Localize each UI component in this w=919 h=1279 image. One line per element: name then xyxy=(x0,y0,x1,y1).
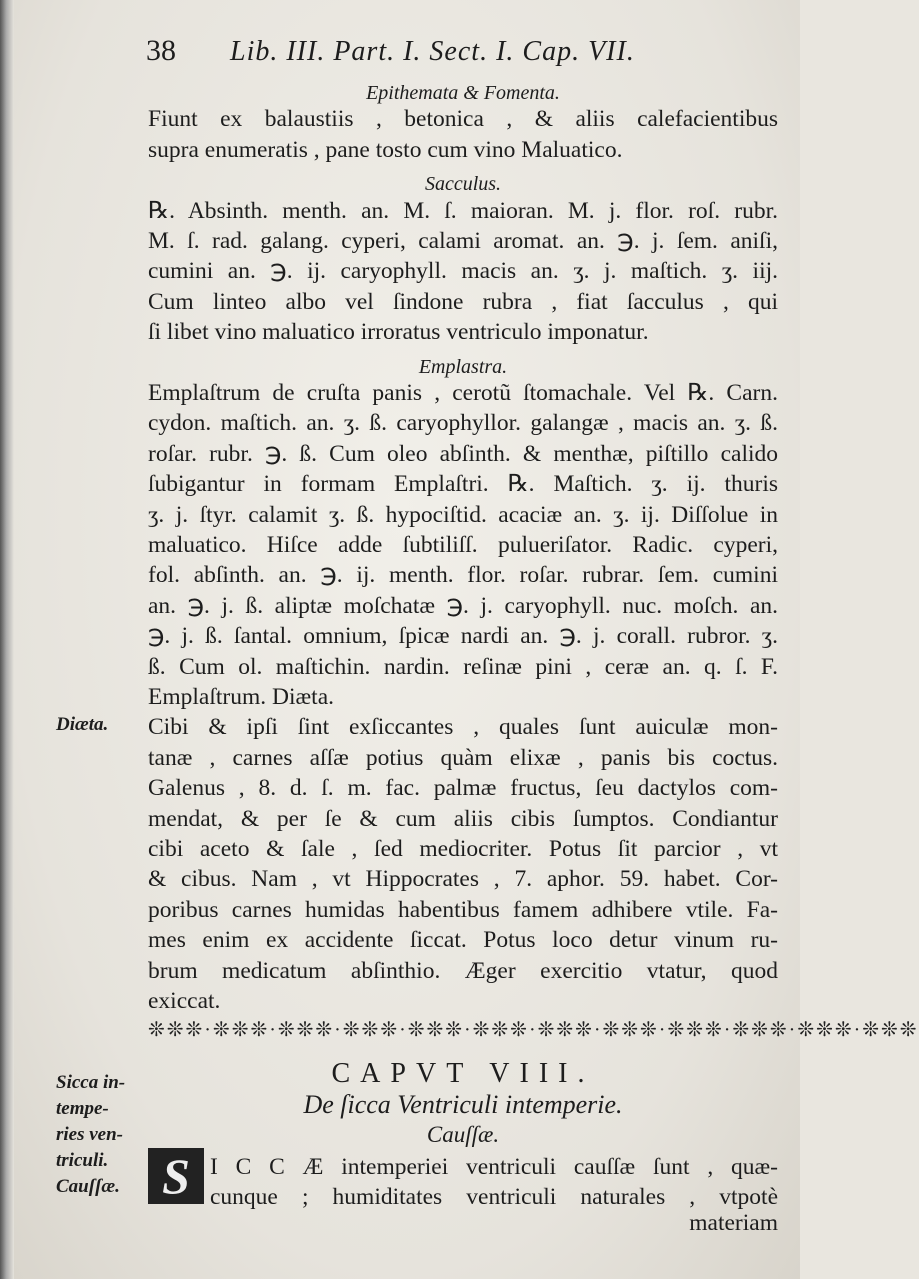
text-line: Fiunt ex balaustiis , betonica , & aliis calefacientibus xyxy=(148,106,778,133)
page-number: 38 xyxy=(146,34,176,67)
text-line: brum medicatum abſinthio. Æger exercitio vtatur, quod xyxy=(148,957,778,984)
drop-capital: S xyxy=(148,1148,204,1204)
text-line: mendat, & per ſe & cum aliis cibis ſumptos. Condiantur xyxy=(148,805,778,832)
text-line: cydon. maſtich. an. ʒ. ß. caryophyllor. galangæ , macis an. ʒ. ß. xyxy=(148,410,778,437)
ornamental-rule: ❊❊❊·❊❊❊·❊❊❊·❊❊❊·❊❊❊·❊❊❊·❊❊❊·❊❊❊·❊❊❊·❊❊❊·❊❊❊·❊❊❊ xyxy=(148,1019,919,1041)
page-spine-shadow xyxy=(0,0,14,1279)
text-line: ß. Cum ol. maſtichin. nardin. reſinæ pini , ceræ an. q. ſ. F. xyxy=(148,653,778,680)
margin-note-line: Cauſſæ. xyxy=(56,1176,120,1197)
text-line: mes enim ex accidente ſiccat. Potus loco detur vinum ru- xyxy=(148,927,778,954)
text-line: M. ſ. rad. galang. cyperi, calami aromat. an. ℈. j. ſem. aniſi, xyxy=(148,228,778,254)
text-line: cibi aceto & ſale , ſed mediocriter. Potus ſit parcior , vt xyxy=(148,836,778,862)
chapter-title: De ſicca Ventriculi intemperie. xyxy=(303,1090,623,1119)
text-line: maluatico. Hiſce adde ſubtiliſſ. pulueriſator. Radic. cyperi, xyxy=(148,532,778,558)
running-title: Lib. III. Part. I. Sect. I. Cap. VII. xyxy=(230,36,635,67)
section-heading: Sacculus. xyxy=(424,173,502,196)
running-header xyxy=(140,34,760,74)
section-heading: Epithemata & Fomenta. xyxy=(366,82,560,104)
chapter-line: cunque ; humiditates ventriculi naturales , vtpotè xyxy=(210,1184,778,1210)
chapter-subheading: Cauſſæ. xyxy=(426,1122,500,1147)
margin-note-diaeta: Diæta. xyxy=(56,714,109,735)
text-line: ſi libet vino maluatico irroratus ventriculo imponatur. xyxy=(148,319,649,346)
text-line: & cibus. Nam , vt Hippocrates , 7. aphor. 59. habet. Cor- xyxy=(148,866,778,893)
text-line: ſubigantur in formam Emplaſtri. ℞. Maſtich. ʒ. ij. thuris xyxy=(148,471,778,498)
text-line: ℞. Absinth. menth. an. M. ſ. maioran. M. j. flor. roſ. rubr. xyxy=(148,197,778,224)
text-line: fol. abſinth. an. ℈. ij. menth. flor. roſar. rubrar. ſem. cumini xyxy=(148,562,778,589)
text-line: poribus carnes humidas habentibus famem adhibere vtile. Fa- xyxy=(148,896,778,923)
margin-note-line: tempe- xyxy=(56,1098,109,1119)
text-line: Emplaſtrum de cruſta panis , cerotũ ſtomachale. Vel ℞. Carn. xyxy=(148,380,778,406)
catchword: materiam xyxy=(689,1210,778,1236)
text-line: cumini an. ℈. ij. caryophyll. macis an. ʒ. j. maſtich. ʒ. iij. xyxy=(148,258,778,285)
text-line: exiccat. xyxy=(148,988,221,1014)
text-line: tanæ , carnes aſſæ potius quàm elixæ , panis bis coctus. xyxy=(148,744,778,771)
text-line: ℈. j. ß. ſantal. omnium, ſpicæ nardi an. ℈. j. corall. rubror. ʒ. xyxy=(148,623,778,650)
margin-note-sicca xyxy=(56,1070,125,1200)
margin-note-line: triculi. xyxy=(56,1150,109,1171)
margin-note-line: ries ven- xyxy=(56,1124,124,1145)
text-line: ʒ. j. ſtyr. calamit ʒ. ß. hypociſtid. acaciæ an. ʒ. ij. Diſſolue in xyxy=(148,501,778,528)
text-line: Cibi & ipſi ſint exſiccantes , quales ſunt auiculæ mon- xyxy=(148,714,778,741)
text-line: Emplaſtrum. Diæta. xyxy=(148,684,335,710)
text-line: an. ℈. j. ß. aliptæ moſchatæ ℈. j. caryophyll. nuc. moſch. an. xyxy=(148,592,778,619)
section-heading: Emplastra. xyxy=(418,355,508,378)
chapter-number: CAPVT VIII. xyxy=(331,1058,595,1089)
text-line: Galenus , 8. d. ſ. m. fac. palmæ fructus, ſeu dactylos com- xyxy=(148,775,778,802)
chapter-line: I C C Æ intemperiei ventriculi cauſſæ ſunt , quæ- xyxy=(210,1154,778,1180)
text-line: supra enumeratis , pane tosto cum vino Maluatico. xyxy=(148,136,623,163)
text-line: roſar. rubr. ℈. ß. Cum oleo abſinth. & menthæ, piſtillo calido xyxy=(148,440,778,467)
margin-note-line: Sicca in- xyxy=(56,1072,126,1093)
text-line: Cum linteo albo vel ſindone rubra , fiat ſacculus , qui xyxy=(148,288,778,315)
